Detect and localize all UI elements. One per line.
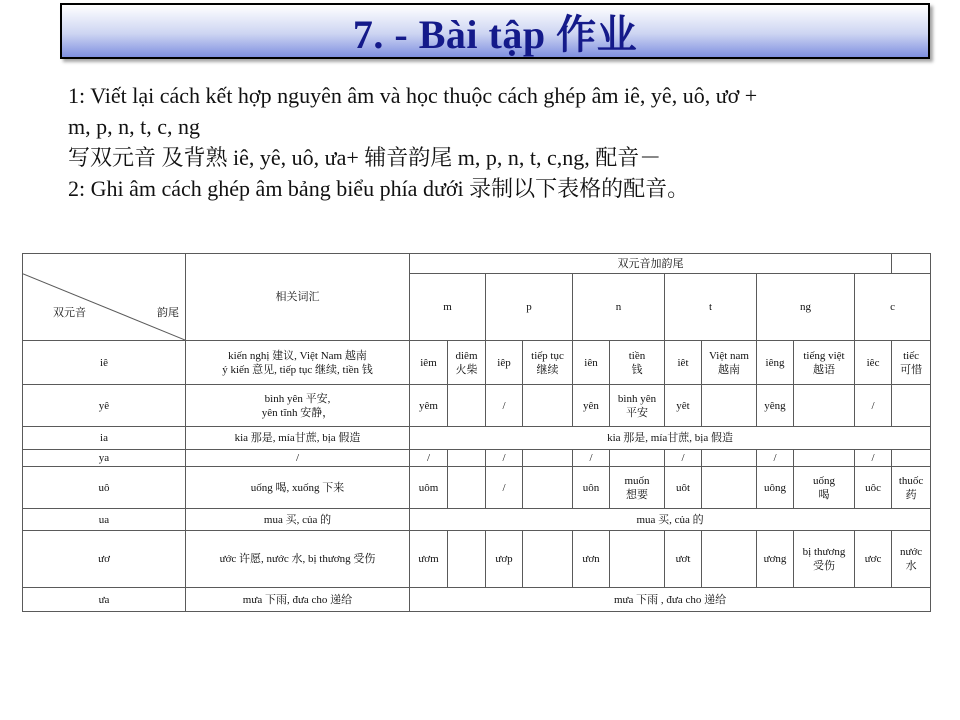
example-cell <box>523 341 573 385</box>
final-header-t: t <box>665 274 757 341</box>
vowel-final-table <box>22 253 931 612</box>
combo-cell: yên <box>573 385 610 427</box>
instruction-line-1: 1: Viết lại cách kết hợp nguyên âm và học thuộc cách ghép âm iê, yê, uô, ươ + <box>68 83 758 108</box>
example-meaning: 受伤 <box>813 560 835 572</box>
example-word: tiếc <box>903 349 920 362</box>
combo-cell: / <box>486 467 523 509</box>
combo-cell: iêc <box>855 341 892 385</box>
example-meaning: 想要 <box>626 488 648 501</box>
combo-cell: ươt <box>665 531 702 588</box>
merged-cell: kia 那是, mía甘蔗, bịa 假造 <box>410 427 931 450</box>
combo-cell: iêm <box>410 341 448 385</box>
example-cell <box>794 341 855 385</box>
vowel-cell: ya <box>23 450 186 467</box>
example-meaning: 继续 <box>536 363 559 376</box>
instructions <box>68 80 938 204</box>
example-cell <box>448 467 486 509</box>
table-row <box>23 509 931 531</box>
example-cell <box>448 385 486 427</box>
example-cell <box>448 341 486 385</box>
vowel-cell: ươ <box>23 531 186 588</box>
example-cell <box>892 531 931 588</box>
vocab-cell <box>186 385 410 427</box>
combo-cell: / <box>665 450 702 467</box>
example-cell <box>892 467 931 509</box>
example-cell <box>794 450 855 467</box>
example-meaning: 喝 <box>818 488 830 501</box>
combo-cell: yêt <box>665 385 702 427</box>
example-cell <box>448 450 486 467</box>
combo-cell: / <box>855 450 892 467</box>
vowel-cell: iê <box>23 341 186 385</box>
example-word: Việt nam <box>709 349 749 362</box>
example-word: uống <box>813 474 835 487</box>
table-row <box>23 341 931 385</box>
example-cell <box>702 467 757 509</box>
example-word: nước <box>899 546 923 558</box>
example-meaning: 水 <box>905 560 917 572</box>
instruction-line-3: 写双元音 及背熟 iê, yê, uô, ưa+ 辅音韵尾 m, p, n, t, c,ng, 配音－ <box>68 145 662 170</box>
combo-cell: uôm <box>410 467 448 509</box>
example-cell <box>610 531 665 588</box>
corner-header <box>23 254 186 341</box>
example-cell <box>610 341 665 385</box>
page-title: 7. - Bài tập 作业 <box>352 11 638 57</box>
vocab-cell <box>186 341 410 385</box>
example-cell <box>794 467 855 509</box>
example-cell <box>892 385 931 427</box>
vowel-cell: ua <box>23 509 186 531</box>
combo-cell: uôn <box>573 467 610 509</box>
combo-cell: ương <box>757 531 794 588</box>
example-cell <box>610 467 665 509</box>
table-row <box>23 450 931 467</box>
table-row <box>23 467 931 509</box>
example-word: bình yên <box>617 392 657 405</box>
combo-cell: / <box>573 450 610 467</box>
combo-cell: yêm <box>410 385 448 427</box>
final-header-p: p <box>486 274 573 341</box>
example-word: tiếp tục <box>531 349 564 362</box>
merged-cell: mưa 下雨 , đưa cho 递给 <box>410 588 931 612</box>
combo-cell: ươm <box>410 531 448 588</box>
example-cell <box>523 450 573 467</box>
example-meaning: 平安 <box>626 406 648 419</box>
vowel-cell: ưa <box>23 588 186 612</box>
example-cell <box>702 531 757 588</box>
vocab-cell: ước 许愿, nước 水, bị thương 受伤 <box>186 531 410 588</box>
table-row <box>23 588 931 612</box>
combo-cell: ươn <box>573 531 610 588</box>
final-header-m: m <box>410 274 486 341</box>
example-meaning: 可惜 <box>900 363 923 376</box>
example-cell <box>523 385 573 427</box>
example-cell <box>702 385 757 427</box>
example-word: diêm <box>455 349 478 362</box>
vocab-cell: kia 那是, mía甘蔗, bịa 假造 <box>186 427 410 450</box>
instruction-line-2: m, p, n, t, c, ng <box>68 114 200 139</box>
instruction-line-4: 2: Ghi âm cách ghép âm bảng biểu phía dưới 录制以下表格的配音。 <box>68 176 690 201</box>
vowel-cell: ia <box>23 427 186 450</box>
merged-cell: mua 买, của 的 <box>410 509 931 531</box>
corner-label-final: 韵尾 <box>157 307 179 319</box>
example-word: tiền <box>628 349 646 362</box>
example-word: tiếng việt <box>803 349 845 362</box>
example-cell <box>523 467 573 509</box>
example-meaning: 越语 <box>813 363 835 376</box>
vocab-line: yên tĩnh 安静， <box>261 406 334 419</box>
combo-cell: iêp <box>486 341 523 385</box>
final-header-ng: ng <box>757 274 855 341</box>
vowel-cell: uô <box>23 467 186 509</box>
example-cell <box>892 450 931 467</box>
example-cell <box>892 341 931 385</box>
combo-cell: / <box>855 385 892 427</box>
vocab-cell: / <box>186 450 410 467</box>
vocab-cell: mưa 下雨, đưa cho 递给 <box>186 588 410 612</box>
vocab-line: bình yên 平安, <box>264 392 331 405</box>
combo-cell: iêng <box>757 341 794 385</box>
example-word: muốn <box>624 474 650 487</box>
example-cell <box>794 531 855 588</box>
combo-cell: iêt <box>665 341 702 385</box>
vocab-header: 相关词汇 <box>186 254 410 341</box>
combo-cell: uông <box>757 467 794 509</box>
corner-label-vowel: 双元音 <box>53 307 86 319</box>
combo-cell: / <box>486 385 523 427</box>
vowel-cell: yê <box>23 385 186 427</box>
example-meaning: 钱 <box>631 363 643 376</box>
example-word: bị thương <box>802 546 846 558</box>
combo-cell: ươp <box>486 531 523 588</box>
title-banner <box>60 3 930 59</box>
table-row <box>23 385 931 427</box>
example-meaning: 药 <box>905 488 917 501</box>
final-header-n: n <box>573 274 665 341</box>
combo-cell: / <box>757 450 794 467</box>
example-cell <box>702 450 757 467</box>
final-header-c: c <box>855 274 931 341</box>
table-row <box>23 531 931 588</box>
example-word: thuốc <box>898 474 924 487</box>
example-cell <box>448 531 486 588</box>
vocab-line: kiến nghị 建议, Việt Nam 越南 <box>228 349 367 362</box>
example-meaning: 越南 <box>718 363 740 376</box>
example-cell <box>794 385 855 427</box>
example-cell <box>523 531 573 588</box>
vocab-line: ý kiến 意见, tiếp tục 继续, tiền 钱 <box>222 363 373 376</box>
empty-cell <box>892 254 931 274</box>
example-meaning: 火柴 <box>455 363 478 376</box>
table-row <box>23 427 931 450</box>
combo-cell: ươc <box>855 531 892 588</box>
diagonal-line <box>23 254 185 340</box>
combo-cell: / <box>410 450 448 467</box>
example-cell <box>610 450 665 467</box>
vocab-cell: mua 买, của 的 <box>186 509 410 531</box>
combo-cell: / <box>486 450 523 467</box>
combo-cell: yêng <box>757 385 794 427</box>
vocab-cell: uống 喝, xuống 下来 <box>186 467 410 509</box>
combo-cell: uôt <box>665 467 702 509</box>
combo-cell: uôc <box>855 467 892 509</box>
example-cell <box>610 385 665 427</box>
example-cell <box>702 341 757 385</box>
combo-cell: iên <box>573 341 610 385</box>
group-header: 双元音加韵尾 <box>410 254 892 274</box>
